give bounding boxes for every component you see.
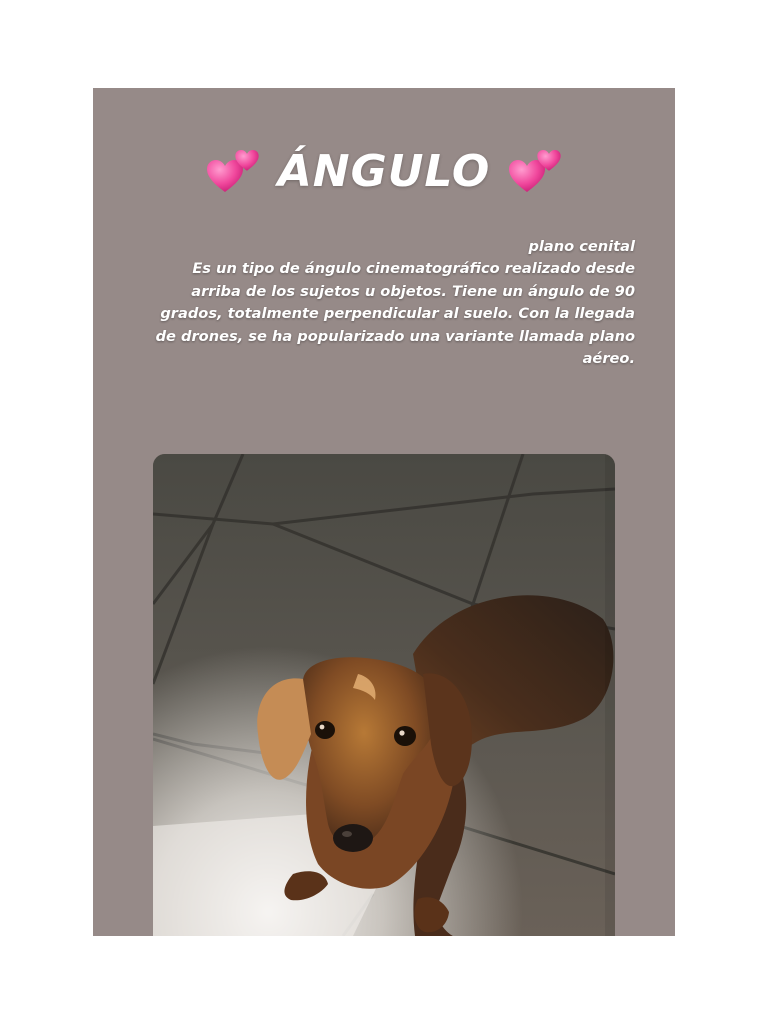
two-hearts-icon (509, 150, 561, 194)
caption-text (107, 236, 635, 370)
caption-line: aéreo. (582, 350, 635, 368)
caption-line: de drones, se ha popularizado una variante llamada plano (155, 327, 635, 345)
caption-line: Es un tipo de ángulo cinematográfico realizado desde (192, 260, 635, 278)
story-title: ÁNGULO (277, 146, 491, 197)
dog-photo (153, 454, 615, 936)
title-row (93, 146, 675, 197)
caption-line: arriba de los sujetos u objetos. Tiene un ángulo de 90 (191, 282, 635, 300)
two-hearts-icon (207, 150, 259, 194)
caption-line: grados, totalmente perpendicular al suelo. Con la llegada (160, 305, 635, 323)
story-card (93, 88, 675, 936)
caption-heading: plano cenital (528, 238, 635, 255)
